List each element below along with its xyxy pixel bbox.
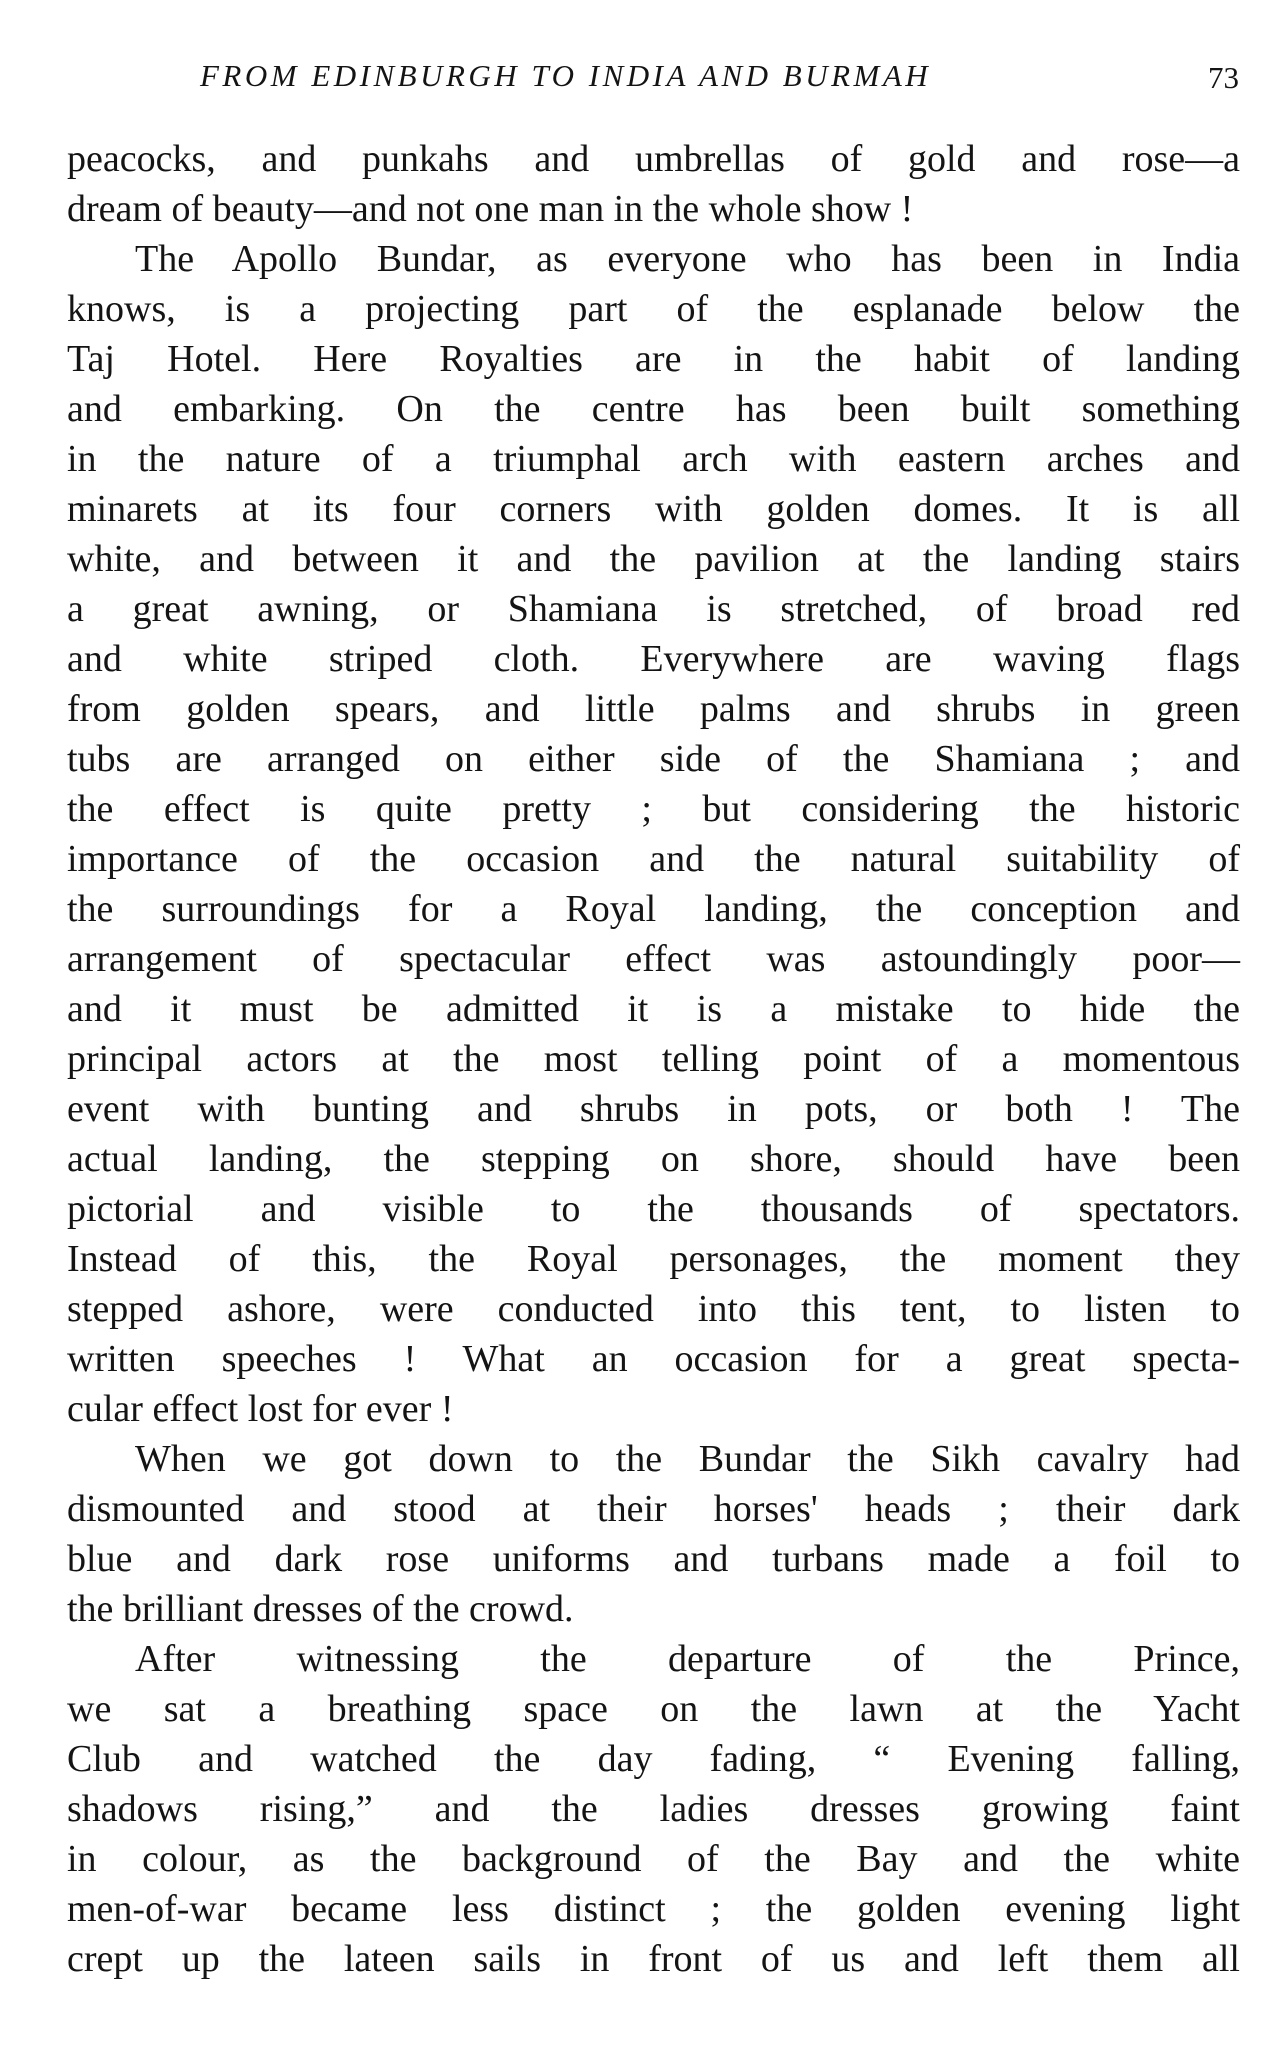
running-title: FROM EDINBURGH TO INDIA AND BURMAH [200,58,932,93]
text-line: minarets at its four corners with golden domes. It is all [67,488,1240,530]
text-line: the brilliant dresses of the crowd. [67,1588,574,1630]
text-line: and embarking. On the centre has been built something [67,388,1240,430]
text-line: white, and between it and the pavilion at the landing stairs [67,538,1240,580]
text-line: the effect is quite pretty ; but considering the historic [67,788,1240,830]
text-line: tubs are arranged on either side of the Shamiana ; and [67,738,1240,780]
text-line: principal actors at the most telling point of a momentous [67,1038,1240,1080]
text-line: cular effect lost for ever ! [67,1388,454,1430]
body-text [67,134,1240,1984]
text-line: crept up the lateen sails in front of us and left them all [67,1938,1240,1980]
paragraph-start-line: After witnessing the departure of the Prince, [135,1638,1240,1680]
page-number: 73 [1208,60,1239,95]
text-line: importance of the occasion and the natural suitability of [67,838,1240,880]
running-head [0,58,1283,98]
text-line: event with bunting and shrubs in pots, or both ! The [67,1088,1240,1130]
text-line: a great awning, or Shamiana is stretched, of broad red [67,588,1240,630]
text-line: in colour, as the background of the Bay and the white [67,1838,1240,1880]
text-line: Instead of this, the Royal personages, the moment they [67,1238,1240,1280]
text-line: Taj Hotel. Here Royalties are in the habit of landing [67,338,1240,380]
text-line: Club and watched the day fading, “ Evening falling, [67,1738,1240,1780]
text-line: dismounted and stood at their horses' heads ; their dark [67,1488,1240,1530]
text-line: in the nature of a triumphal arch with eastern arches and [67,438,1240,480]
text-line: men-of-war became less distinct ; the golden evening light [67,1888,1240,1930]
text-line: the surroundings for a Royal landing, the conception and [67,888,1240,930]
text-line: stepped ashore, were conducted into this tent, to listen to [67,1288,1240,1330]
text-line: and it must be admitted it is a mistake to hide the [67,988,1240,1030]
text-line: pictorial and visible to the thousands of spectators. [67,1188,1240,1230]
text-line: shadows rising,” and the ladies dresses growing faint [67,1788,1240,1830]
paragraph-start-line: The Apollo Bundar, as everyone who has been in India [135,238,1240,280]
text-line: dream of beauty—and not one man in the whole show ! [67,188,914,230]
text-line: actual landing, the stepping on shore, should have been [67,1138,1240,1180]
text-line: we sat a breathing space on the lawn at the Yacht [67,1688,1240,1730]
text-line: written speeches ! What an occasion for a great specta- [67,1338,1240,1380]
text-line: arrangement of spectacular effect was astoundingly poor— [67,938,1240,980]
text-line: blue and dark rose uniforms and turbans made a foil to [67,1538,1240,1580]
text-line: from golden spears, and little palms and shrubs in green [67,688,1240,730]
text-line: knows, is a projecting part of the esplanade below the [67,288,1240,330]
paragraph-start-line: When we got down to the Bundar the Sikh cavalry had [135,1438,1240,1480]
text-line: peacocks, and punkahs and umbrellas of gold and rose—a [67,138,1240,180]
text-line: and white striped cloth. Everywhere are waving flags [67,638,1240,680]
